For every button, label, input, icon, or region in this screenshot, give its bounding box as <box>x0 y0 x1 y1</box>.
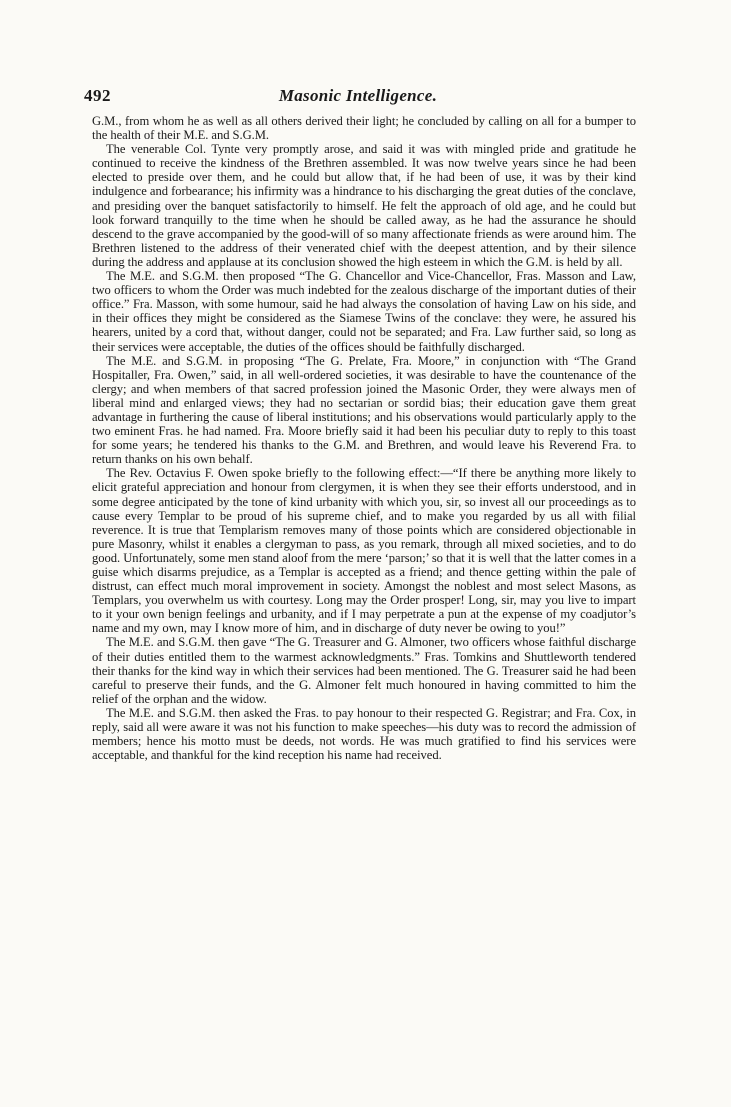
paragraph-owen-speech: The Rev. Octavius F. Owen spoke briefly to the following effect:—“If there be anything more likely to elicit grateful appreciation and honour from clergymen, it is when they see their efforts understood, and in some degree anticipated by the tone of kind urbanity with which you, sir, so invest all our proceedings as to cause every Templar to be proud of his supreme chief, and to make you regarded by us all with filial reverence. It is true that Templarism removes many of those points which are considered objectionable in pure Masonry, whilst it enables a clergyman to pass, as you remark, through all mixed societies, and to do good. Unfortunately, some men stand aloof from the mere ‘parson;’ so that it is well that the latter comes in a guise which disarms prejudice, as a Templar is accepted as a friend; and thence getting within the pale of distrust, can effect much moral improvement in society. Amongst the noblest and most select Masons, as Templars, you overwhelm us with courtesy. Long may the Order prosper! Long, sir, may you live to impart to it your own benign feelings and urbanity, and if I may perpetrate a pun at the expense of my coadjutor’s name and my own, may I know more of him, and in discharge of duty never be owing to you!” <box>92 466 636 636</box>
paragraph-prelate-toast: The M.E. and S.G.M. in proposing “The G. Prelate, Fra. Moore,” in conjunction with “The Grand Hospitaller, Fra. Owen,” said, in all well-ordered societies, it was desirable to have the countenance of the clergy; and when members of that sacred profession joined the Masonic Order, they were always men of liberal mind and enlarged views; they had no sectarian or sordid bias; their education gave them great advantage in furthering the cause of liberal institutions; and his observations would particularly apply to the two eminent Fras. he had named. Fra. Moore briefly said it had been his peculiar duty to reply to this toast for some years; he tendered his thanks to the G.M. and Brethren, and would leave his Reverend Fra. to return thanks on his own behalf. <box>92 353 636 467</box>
article-body <box>92 114 636 762</box>
paragraph-registrar-toast: The M.E. and S.G.M. then asked the Fras. to pay honour to their respected G. Registrar; and Fra. Cox, in reply, said all were aware it was not his function to make speeches—his duty was to record the admission of members; hence his motto must be deeds, not words. He was much gratified to find his services were acceptable, and thankful for the kind reception his name had received. <box>92 705 636 763</box>
paragraph-continuation: G.M., from whom he as well as all others derived their light; he concluded by calling on all for a bumper to the health of their M.E. and S.G.M. <box>92 114 636 143</box>
paragraph-treasurer-toast: The M.E. and S.G.M. then gave “The G. Treasurer and G. Almoner, two officers whose faithful discharge of their duties entitled them to the warmest acknowledgments.” Fras. Tomkins and Shuttleworth tendered their thanks for the kind way in which their services had been mentioned. The G. Treasurer said he had been careful to preserve their funds, and the G. Almoner felt much honoured in having committed to him the relief of the orphan and the widow. <box>92 635 636 706</box>
paragraph-chancellor-toast: The M.E. and S.G.M. then proposed “The G. Chancellor and Vice-Chancellor, Fras. Masson and Law, two officers to whom the Order was much indebted for the zealous discharge of the important duties of their office.” Fra. Masson, with some humour, said he had always the consolation of having Law on his side, and in their offices they might be considered as the Siamese Twins of the conclave: they were, he assured his hearers, united by a cord that, without danger, could not be separated; and Fra. Law further said, so long as their services were acceptable, the duties of the offices should be faithfully discharged. <box>92 269 636 354</box>
running-title: Masonic Intelligence. <box>278 86 438 105</box>
page-header <box>84 86 632 110</box>
paragraph-tynte-reply: The venerable Col. Tynte very promptly arose, and said it was with mingled pride and gratitude he continued to receive the kindness of the Brethren assembled. It was now twelve years since he had been elected to preside over them, and he could but allow that, if he had been of use, it was by their kind indulgence and forbearance; his infirmity was a hindrance to his discharging the great duties of the conclave, and presiding over the banquet satisfactorily to himself. He felt the approach of old age, and he could but look forward tranquilly to the time when he should be called away, as he had the assurance he should descend to the grave accompanied by the good-will of so many affectionate friends as were around him. The Brethren listened to the address of their venerated chief with the deepest attention, and by their silence during the address and applause at its conclusion showed the high esteem in which the G.M. is held by all. <box>92 142 636 269</box>
page-number: 492 <box>84 86 111 105</box>
